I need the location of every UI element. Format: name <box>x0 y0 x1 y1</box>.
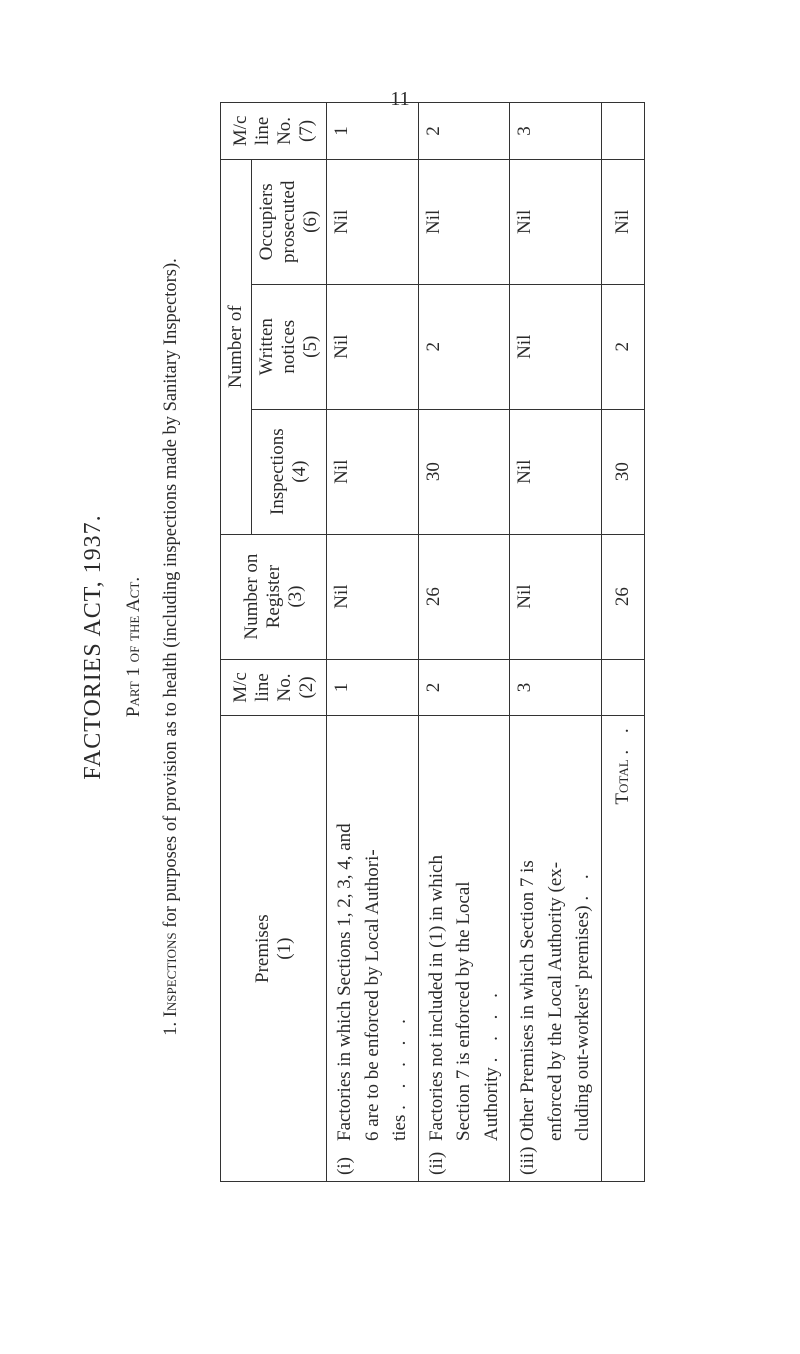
header-prosecuted-label: Occupiers prosecuted <box>256 180 299 263</box>
leader-dots: . . . . <box>480 987 502 1063</box>
prosecuted-cell: Nil <box>327 159 419 284</box>
header-number-of: Number of <box>221 159 252 534</box>
inspections-cell: Nil <box>327 409 419 534</box>
part-title: Part 1 of the Act. <box>123 576 144 718</box>
inspections-cell: Nil <box>510 409 602 534</box>
table-row <box>510 103 602 1182</box>
line-cell: 2 <box>418 659 510 716</box>
premises-line: Section 7 is enforced by the Local <box>453 881 475 1141</box>
header-notices <box>252 284 327 409</box>
header-line-2 <box>221 103 327 160</box>
header-inspections-label: Inspections <box>267 428 288 515</box>
line-cell: 3 <box>510 659 602 716</box>
total-line2-cell <box>601 103 644 160</box>
register-cell: 26 <box>418 534 510 659</box>
premises-line-end: cluding out-workers' premises) <box>572 905 594 1141</box>
total-label: Total <box>611 759 633 805</box>
line2-cell: 2 <box>418 103 510 160</box>
act-title: FACTORIES ACT, 1937. <box>80 514 106 780</box>
total-inspections-cell: 30 <box>601 409 644 534</box>
rotated-page-content <box>70 72 730 1222</box>
header-premises-number: (1) <box>273 937 295 960</box>
section-label: Inspections <box>161 932 181 1018</box>
leader-dots: . . <box>572 868 594 901</box>
line2-cell: 1 <box>327 103 419 160</box>
section-text: for purposes of provision as to health (including inspections made by Sanitary Inspectors). <box>161 258 181 928</box>
inspections-cell: 30 <box>418 409 510 534</box>
total-line-cell <box>601 659 644 716</box>
premises-cell <box>418 716 510 1182</box>
header-inspections-number: (4) <box>289 460 310 483</box>
header-line-2-label: M/c line No. <box>229 115 295 147</box>
table-row <box>327 103 419 1182</box>
row-roman: (ii) <box>425 1151 447 1175</box>
header-line-2-number: (7) <box>295 119 317 143</box>
header-register <box>221 534 327 659</box>
header-inspections <box>252 409 327 534</box>
premises-cell <box>510 716 602 1182</box>
header-register-number: (3) <box>284 585 306 608</box>
section-number: 1. <box>161 1021 181 1036</box>
table-row <box>418 103 510 1182</box>
leader-dots: . . <box>611 722 633 755</box>
row-roman: (iii) <box>517 1146 539 1175</box>
heading-block <box>70 72 190 1222</box>
total-notices-cell: 2 <box>601 284 644 409</box>
page-number: 11 <box>390 88 410 110</box>
row-roman: (i) <box>334 1157 355 1175</box>
leader-dots: . . . . . <box>389 1013 411 1110</box>
line2-cell: 3 <box>510 103 602 160</box>
total-row <box>601 103 644 1182</box>
notices-cell: Nil <box>327 284 419 409</box>
total-label-cell <box>601 716 644 1182</box>
prosecuted-cell: Nil <box>418 159 510 284</box>
header-notices-label: Written notices <box>256 318 299 376</box>
header-premises <box>221 716 327 1182</box>
premises-cell <box>327 716 419 1182</box>
premises-line-end: Authority <box>480 1067 502 1141</box>
header-notices-number: (5) <box>300 335 321 358</box>
register-cell: Nil <box>510 534 602 659</box>
premises-line <box>569 722 597 1175</box>
header-prosecuted-number: (6) <box>300 210 321 233</box>
premises-line <box>478 722 506 1175</box>
register-cell: Nil <box>327 534 419 659</box>
prosecuted-cell: Nil <box>510 159 602 284</box>
premises-line: Other Premises in which Section 7 is <box>517 860 539 1141</box>
header-register-label: Number on Register <box>240 553 284 640</box>
line-cell: 1 <box>327 659 419 716</box>
notices-cell: 2 <box>418 284 510 409</box>
inspections-table <box>220 102 645 1182</box>
premises-line: 6 are to be enforced by Local Authori- <box>361 849 383 1141</box>
total-register-cell: 26 <box>601 534 644 659</box>
header-premises-label: Premises <box>251 914 273 983</box>
total-prosecuted-cell: Nil <box>601 159 644 284</box>
premises-line: enforced by the Local Authority (ex- <box>544 861 566 1141</box>
section-title <box>161 72 182 1222</box>
notices-cell: Nil <box>510 284 602 409</box>
premises-line: Factories in which Sections 1, 2, 3, 4, and <box>334 823 355 1141</box>
header-row-1 <box>221 103 252 1182</box>
premises-line: Factories not included in (1) in which <box>425 855 447 1141</box>
header-line-1-label: M/c line No. <box>229 672 295 703</box>
header-line-1-number: (2) <box>295 676 317 699</box>
premises-line <box>386 722 414 1175</box>
header-prosecuted <box>252 159 327 284</box>
premises-line-end: ties <box>389 1114 411 1141</box>
header-line-1 <box>221 659 327 716</box>
